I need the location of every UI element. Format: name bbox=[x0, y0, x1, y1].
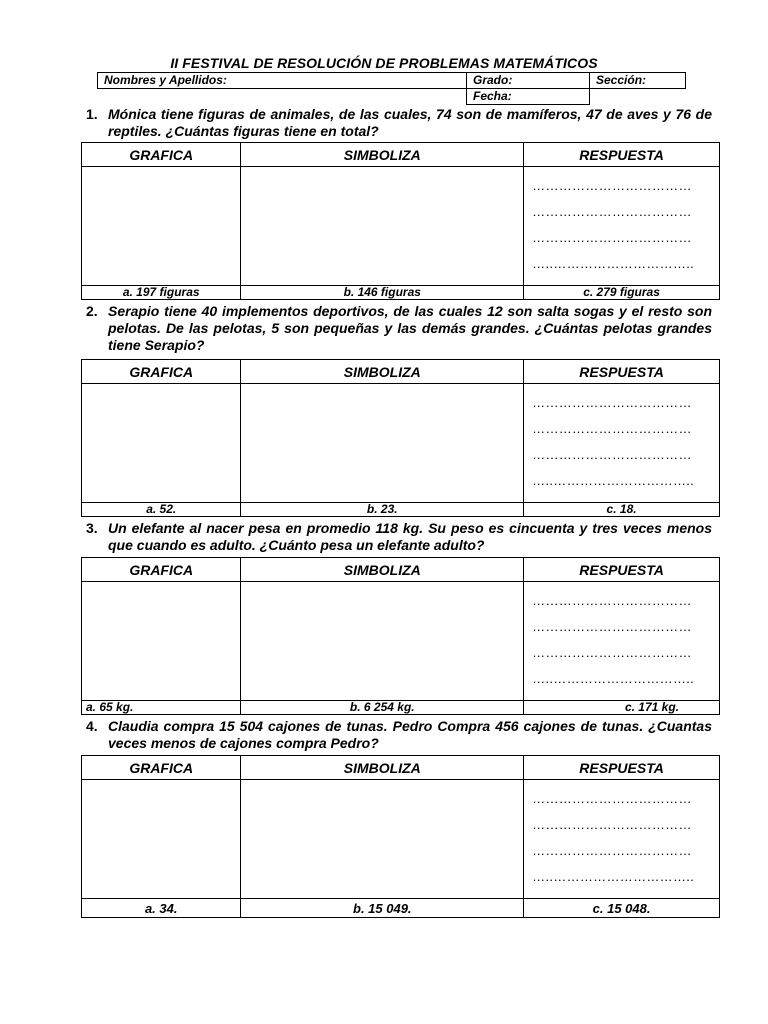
option-b[interactable]: b. 6 254 kg. bbox=[241, 701, 524, 715]
question-2 bbox=[86, 303, 712, 354]
respuesta-area[interactable] bbox=[524, 167, 720, 286]
answer-line: ……………………………… bbox=[532, 421, 692, 436]
grafica-area[interactable] bbox=[82, 384, 241, 503]
page-title: II FESTIVAL DE RESOLUCIÓN DE PROBLEMAS MATEMÁTICOS bbox=[170, 55, 598, 71]
option-c[interactable]: c. 18. bbox=[524, 503, 720, 517]
answer-line: ……………………………… bbox=[532, 619, 692, 634]
question-number: 3. bbox=[86, 520, 98, 536]
option-c[interactable]: c. 279 figuras bbox=[524, 286, 720, 300]
answer-grid-3 bbox=[81, 557, 720, 715]
answer-line: ……………………………… bbox=[532, 230, 692, 245]
section-label: Sección: bbox=[596, 73, 647, 87]
answer-line: ……………………………… bbox=[532, 817, 692, 832]
simboliza-header: SIMBOLIZA bbox=[241, 360, 524, 384]
question-3 bbox=[86, 520, 712, 554]
simboliza-header: SIMBOLIZA bbox=[241, 143, 524, 167]
grafica-area[interactable] bbox=[82, 167, 241, 286]
option-a[interactable]: a. 65 kg. bbox=[82, 701, 241, 715]
question-text: Serapio tiene 40 implementos deportivos, de las cuales 12 son salta sogas y el resto son pelotas. De las pelotas, 5 son pequeñas y las demás grandes. ¿Cuántas pelotas grandes tiene Serapio? bbox=[108, 303, 712, 353]
option-b[interactable]: b. 23. bbox=[241, 503, 524, 517]
answer-line: ……………………………… bbox=[532, 447, 692, 462]
question-number: 2. bbox=[86, 303, 98, 319]
grade-field[interactable] bbox=[467, 73, 590, 89]
answer-line: ……………………………… bbox=[532, 593, 692, 608]
question-4 bbox=[86, 718, 712, 752]
question-number: 1. bbox=[86, 106, 98, 122]
respuesta-header: RESPUESTA bbox=[524, 143, 720, 167]
respuesta-area[interactable] bbox=[524, 582, 720, 701]
respuesta-header: RESPUESTA bbox=[524, 558, 720, 582]
answer-line: ……………………………… bbox=[532, 178, 692, 193]
grade-label: Grado: bbox=[473, 73, 513, 87]
grafica-header: GRAFICA bbox=[82, 558, 241, 582]
answer-grid-1 bbox=[81, 142, 720, 300]
date-field[interactable] bbox=[467, 89, 590, 105]
option-a[interactable]: a. 52. bbox=[82, 503, 241, 517]
grafica-area[interactable] bbox=[82, 582, 241, 701]
question-number: 4. bbox=[86, 718, 98, 734]
respuesta-header: RESPUESTA bbox=[524, 756, 720, 780]
info-blank-cell bbox=[590, 89, 686, 105]
answer-line: ……………………………… bbox=[532, 645, 692, 660]
simboliza-area[interactable] bbox=[241, 780, 524, 899]
option-b[interactable]: b. 146 figuras bbox=[241, 286, 524, 300]
answer-line: …..………………………….. bbox=[532, 671, 695, 686]
grafica-area[interactable] bbox=[82, 780, 241, 899]
grafica-header: GRAFICA bbox=[82, 756, 241, 780]
simboliza-area[interactable] bbox=[241, 582, 524, 701]
grafica-header: GRAFICA bbox=[82, 143, 241, 167]
answer-grid-2 bbox=[81, 359, 720, 517]
simboliza-area[interactable] bbox=[241, 384, 524, 503]
simboliza-header: SIMBOLIZA bbox=[241, 756, 524, 780]
option-c[interactable]: c. 15 048. bbox=[524, 899, 720, 918]
answer-line: ……………………………… bbox=[532, 395, 692, 410]
names-field[interactable] bbox=[98, 73, 467, 89]
question-1 bbox=[86, 106, 712, 140]
answer-line: …..………………………….. bbox=[532, 473, 695, 488]
section-field[interactable] bbox=[590, 73, 686, 89]
answer-line: ……………………………… bbox=[532, 204, 692, 219]
grafica-header: GRAFICA bbox=[82, 360, 241, 384]
answer-line: ……………………………… bbox=[532, 843, 692, 858]
answer-line: …..………………………….. bbox=[532, 256, 695, 271]
student-info-table bbox=[97, 72, 686, 105]
respuesta-area[interactable] bbox=[524, 780, 720, 899]
info-blank-cell bbox=[98, 89, 467, 105]
option-a[interactable]: a. 197 figuras bbox=[82, 286, 241, 300]
answer-grid-4 bbox=[81, 755, 720, 918]
question-text: Mónica tiene figuras de animales, de las cuales, 74 son de mamíferos, 47 de aves y 76 de reptiles. ¿Cuántas figuras tiene en total? bbox=[108, 106, 712, 139]
question-text: Claudia compra 15 504 cajones de tunas. Pedro Compra 456 cajones de tunas. ¿Cuantas veces menos de cajones compra Pedro? bbox=[108, 718, 712, 751]
respuesta-header: RESPUESTA bbox=[524, 360, 720, 384]
question-text: Un elefante al nacer pesa en promedio 118 kg. Su peso es cincuenta y tres veces menos que cuando es adulto. ¿Cuánto pesa un elefante adulto? bbox=[108, 520, 712, 553]
option-c[interactable]: c. 171 kg. bbox=[524, 701, 720, 715]
date-label: Fecha: bbox=[473, 89, 512, 103]
option-a[interactable]: a. 34. bbox=[82, 899, 241, 918]
simboliza-area[interactable] bbox=[241, 167, 524, 286]
names-label: Nombres y Apellidos: bbox=[104, 73, 227, 87]
answer-line: ……………………………… bbox=[532, 791, 692, 806]
respuesta-area[interactable] bbox=[524, 384, 720, 503]
option-b[interactable]: b. 15 049. bbox=[241, 899, 524, 918]
answer-line: …..………………………….. bbox=[532, 869, 695, 884]
simboliza-header: SIMBOLIZA bbox=[241, 558, 524, 582]
